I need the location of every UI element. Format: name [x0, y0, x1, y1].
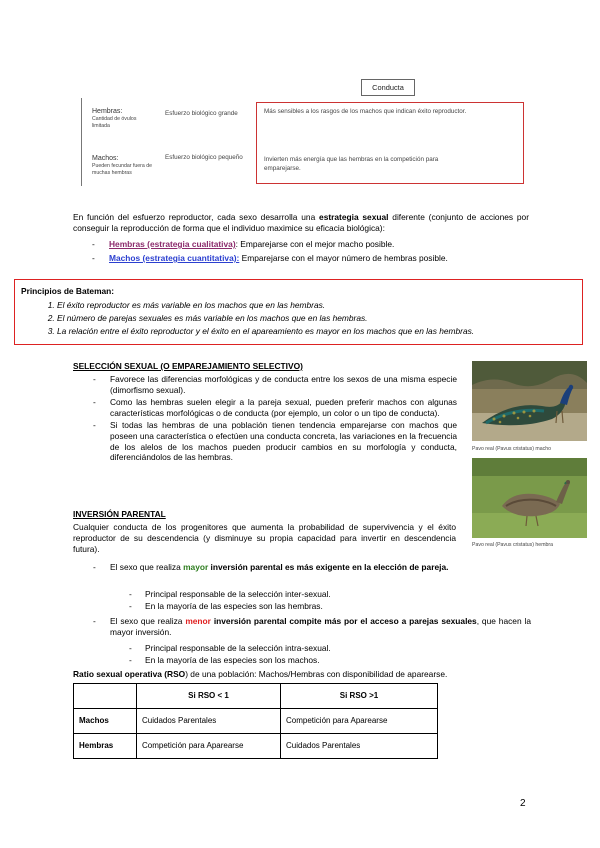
hembras-strategy-link[interactable]: Hembras (estrategia cualitativa)	[109, 239, 236, 249]
seleccion-title: SELECCIÓN SEXUAL (O EMPAREJAMIENTO SELECTIVO)	[73, 361, 303, 371]
rso-cell: Competición para Aparearse	[137, 734, 281, 759]
peacock-female-photo	[472, 458, 587, 538]
menor-keyword: menor	[185, 616, 211, 626]
ratio-description	[73, 669, 447, 680]
figure-machos-conducta	[264, 156, 438, 173]
intro-bold: estrategia sexual	[319, 212, 389, 222]
figure-machos-sub1: Pueden fecundar fuera de	[92, 163, 152, 170]
rso-corner-cell	[74, 684, 137, 709]
rso-table	[73, 683, 438, 759]
intro-paragraph	[73, 212, 529, 234]
inversion-menor-list	[91, 616, 531, 639]
rso-header-cell: Si RSO < 1	[137, 684, 281, 709]
rso-row	[74, 709, 438, 734]
menor-sub-item: - En la mayoría de las especies son los machos.	[127, 655, 447, 666]
rso-row	[74, 734, 438, 759]
bateman-item: 3. La relación entre el éxito reproductor y el éxito en el apareamiento es mayor en los machos que en las hembras.	[57, 326, 582, 337]
figure-hembras-conducta: Más sensibles a los rasgos de los machos que indican éxito reproductor.	[264, 108, 467, 115]
peacock-female-caption: Pavo real (Pavus cristatus) hembra	[472, 542, 554, 548]
rso-header-cell: Si RSO >1	[281, 684, 438, 709]
strategy-list	[90, 239, 530, 265]
inversion-mayor-list	[91, 562, 459, 574]
figure-hembras-effort: Esfuerzo biológico grande	[165, 110, 238, 117]
mayor-sub-item: - En la mayoría de las especies son las hembras.	[127, 601, 447, 612]
inversion-mayor-sublist	[127, 589, 447, 613]
machos-strategy-text: Emparejarse con el mayor número de hembras posible.	[239, 252, 448, 263]
mayor-keyword: mayor	[183, 562, 209, 572]
intro-post: diferente (conjunto de acciones por conseguir la reproducción de forma que el individuo maximice su eficacia biológica):	[73, 212, 529, 233]
machos-strategy-link[interactable]: Machos (estrategia cuantitativa):	[109, 252, 240, 263]
inversion-title: INVERSIÓN PARENTAL	[73, 509, 166, 519]
rso-header-row	[74, 684, 438, 709]
peacock-female-image	[472, 458, 587, 538]
seleccion-item: - Favorece las diferencias morfológicas y de conducta entre los sexos de una misma especie (dimorfismo sexual).	[91, 374, 457, 396]
seleccion-list	[91, 374, 457, 464]
ratio-pre: Ratio sexual operativa (	[73, 669, 168, 679]
mayor-sub-item: - Principal responsable de la selección inter-sexual.	[127, 589, 447, 600]
conducta-label: Conducta	[372, 82, 404, 92]
peacock-male-image	[472, 361, 587, 441]
figure-machos-effort: Esfuerzo biológico pequeño	[165, 154, 243, 161]
figure-hembras	[92, 107, 136, 130]
page-number: 2	[520, 798, 526, 809]
bateman-item: 1. El éxito reproductor es más variable en los machos que en las hembras.	[57, 300, 582, 311]
figure-machos	[92, 154, 152, 177]
figure-machos-conducta-2: emparejarse.	[264, 164, 301, 172]
menor-sub-item: - Principal responsable de la selección intra-sexual.	[127, 643, 447, 654]
conducta-label-box	[361, 79, 415, 96]
figure-hembras-sub1: Cantidad de óvulos	[92, 116, 137, 123]
intro-pre: En función del esfuerzo reproductor, cada sexo desarrolla una	[73, 212, 320, 222]
inversion-mayor-item	[91, 562, 459, 573]
mayor-post: inversión parental es más exigente en la elección de pareja.	[208, 562, 449, 572]
strategy-machos	[90, 253, 530, 264]
seleccion-item: - Si todas las hembras de una población tienen tendencia emparejarse con machos que poseen una característica o efectúen una conducta concreta, las variaciones en la frecuencia de los alelos de los machos pueden producir cambios en su morfología y conducta, diferenciándolos de las hembras.	[91, 420, 457, 464]
figure-hembras-sub2: limitada	[92, 123, 110, 130]
bateman-item: 2. El número de parejas sexuales es más variable en los machos que en las hembras.	[57, 313, 582, 324]
rso-row-label: Hembras	[74, 734, 137, 759]
rso-cell: Cuidados Parentales	[281, 734, 438, 759]
rso-row-label: Machos	[74, 709, 137, 734]
menor-post: inversión parental compite más por el acceso a parejas sexuales	[210, 616, 477, 626]
menor-pre: El sexo que realiza	[110, 616, 186, 626]
rso-cell: Competición para Aparearse	[281, 709, 438, 734]
inversion-intro: Cualquier conducta de los progenitores que aumenta la probabilidad de supervivencia y el éxito reproductor de su descendencia (y disminuye su propia capacidad para invertir en descendencia futura).	[73, 522, 456, 554]
hembras-strategy-text: : Emparejarse con el mejor macho posible.	[235, 239, 395, 249]
inversion-menor-item	[91, 616, 531, 638]
bateman-title: Principios de Bateman:	[21, 286, 115, 296]
figure-machos-sub2: muchas hembras	[92, 170, 132, 177]
ratio-abbr: RSO	[167, 669, 186, 679]
peacock-male-photo	[472, 361, 587, 441]
strategy-hembras	[90, 239, 530, 250]
mayor-pre: El sexo que realiza	[110, 562, 184, 572]
ratio-post: ) de una población: Machos/Hembras con disponibilidad de aparearse.	[185, 669, 448, 679]
seleccion-item: - Como las hembras suelen elegir a la pareja sexual, pueden preferir machos con algunas características morfológicas o de conducta (por ejemplo, un color o un tipo de conducta).	[91, 397, 457, 419]
figure-divider	[81, 98, 82, 186]
rso-cell: Cuidados Parentales	[137, 709, 281, 734]
figure-hembras-label: Hembras:	[92, 108, 123, 115]
menor-post2: , que hacen la mayor inversión.	[110, 616, 532, 637]
bateman-principles-box	[14, 279, 583, 345]
bateman-list	[15, 300, 582, 337]
figure-machos-label: Machos:	[92, 155, 119, 162]
inversion-menor-sublist	[127, 643, 447, 667]
figure-machos-conducta-1: Invierten más energía que las hembras en la competición para	[264, 156, 439, 163]
peacock-male-caption: Pavo real (Pavus cristatus) macho	[472, 446, 551, 452]
